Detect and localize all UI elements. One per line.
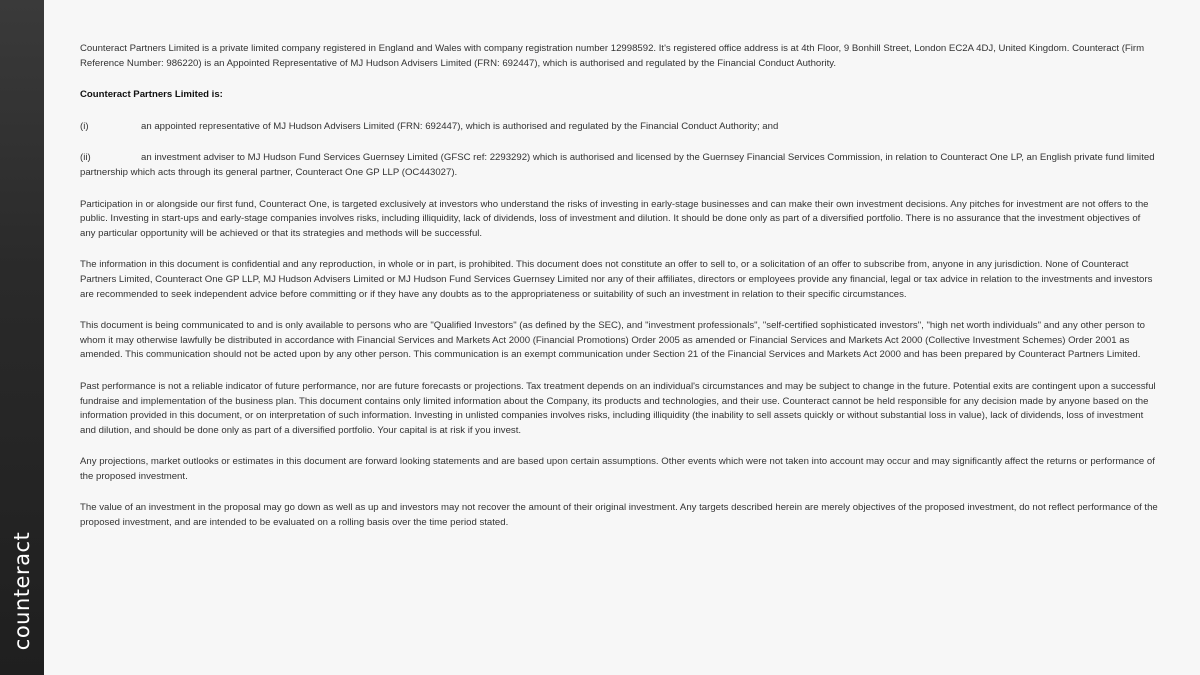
confidentiality-paragraph: The information in this document is confidential and any reproduction, in whole or in part, is prohibited. This document does not constitute an offer to sell to, or a solicitation of an offer to subscribe from, anyone in any jurisdiction. None of Counteract Partners Limited, Counteract One GP LLP, MJ Hudson Advisers Limited or MJ Hudson Fund Services Guernsey Limited nor any of their affiliates, directors or employees provide any financial, legal or tax advice in relation to the investments and investors are recommended to seek independent advice before committing or if they have any doubts as to the appropriateness or suitability of such an investment in relation to their specific circumstances. — [80, 259, 1153, 300]
communication-paragraph: This document is being communicated to and is only available to persons who are "Qualified Investors" (as defined by the SEC), and "investment professionals", "self-certified sophisticated investors", "high net worth individuals" and any other person to whom it may otherwise lawfully be distributed in accordance with Financial Services and Markets Act 2000 (Financial Promotions) Order 2005 as amended or Financial Services and Markets Act 2000 (Collective Investment Schemes) Order 2001 as amended. This communication should not be acted upon by any other person. This communication is an exempt communication under Section 21 of the Financial Services and Markets Act 2000 and has been prepared by Counteract Partners Limited. — [80, 320, 1145, 361]
brand-logo-text: counteract — [10, 531, 34, 651]
participation-paragraph: Participation in or alongside our first fund, Counteract One, is targeted exclusively at investors who understand the risks of investing in early-stage businesses and can make their own investment decisions. Any pitches for investment are not offers to the public. Investing in start-ups and early-stage companies involves risks, including illiquidity, lack of dividends, loss of investment and dilution. It should be done only as part of a diversified portfolio. There is no assurance that the investment objectives of any particular opportunity will be achieved or that its strategies and methods will be successful. — [80, 198, 1149, 239]
projections-paragraph: Any projections, market outlooks or estimates in this document are forward looking statements and are based upon certain assumptions. Other events which were not taken into account may occur and may significantly affect the returns or performance of the proposed investment. — [80, 456, 1155, 482]
disclaimer-body — [80, 42, 1158, 548]
past-performance-paragraph: Past performance is not a reliable indicator of future performance, nor are future forecasts or projections. Tax treatment depends on an individual's circumstances and may be subject to change in the future. Potential exits are contingent upon a successful fundraise and implementation of the business plan. This document contains only limited information about the Company, its products and technologies, and their use. Counteract cannot be held responsible for any decision made by anyone based on the information provided in this document, or on interpretation of such information. Investing in unlisted companies involves risks, including illiquidity (the inability to sell assets quickly or without substantial loss in value), lack of dividends, loss of investment and dilution, and should be done only as part of a diversified portfolio. Your capital is at risk if you invest. — [80, 380, 1156, 436]
list-item-text: an appointed representative of MJ Hudson Advisers Limited (FRN: 692447), which is authorised and regulated by the Financial Conduct Authority; and — [141, 120, 779, 132]
list-item-text: an investment adviser to MJ Hudson Fund Services Guernsey Limited (GFSC ref: 2293292) which is authorised and licensed by the Guernsey Financial Services Commission, in relation to Counteract One LP, an English private fund limited partnership which acts through its general partner, Counteract One GP LLP (OC443027). — [80, 152, 1155, 178]
investment-value-paragraph: The value of an investment in the proposal may go down as well as up and investors may not recover the amount of their original investment. Any targets described herein are merely objectives of the proposed investment, do not reflect performance of the proposed investment, and are intended to be evaluated on a rolling basis over the time period stated. — [80, 502, 1158, 529]
brand-sidebar — [0, 0, 44, 675]
list-item — [80, 120, 1158, 135]
list-item — [80, 151, 1158, 180]
list-item-number: (ii) — [80, 152, 91, 164]
list-item-number: (i) — [80, 120, 89, 132]
section-heading: Counteract Partners Limited is: — [80, 89, 223, 101]
brand-logo — [0, 526, 44, 656]
intro-paragraph: Counteract Partners Limited is a private limited company registered in England and Wales with company registration number 12998592. It's registered office address is at 4th Floor, 9 Bonhill Street, London EC2A 4DJ, United Kingdom. Counteract (Firm Reference Number: 986220) is an Appointed Representative of MJ Hudson Advisers Limited (FRN: 692447), which is authorised and regulated by the Financial Conduct Authority. — [80, 43, 1145, 69]
